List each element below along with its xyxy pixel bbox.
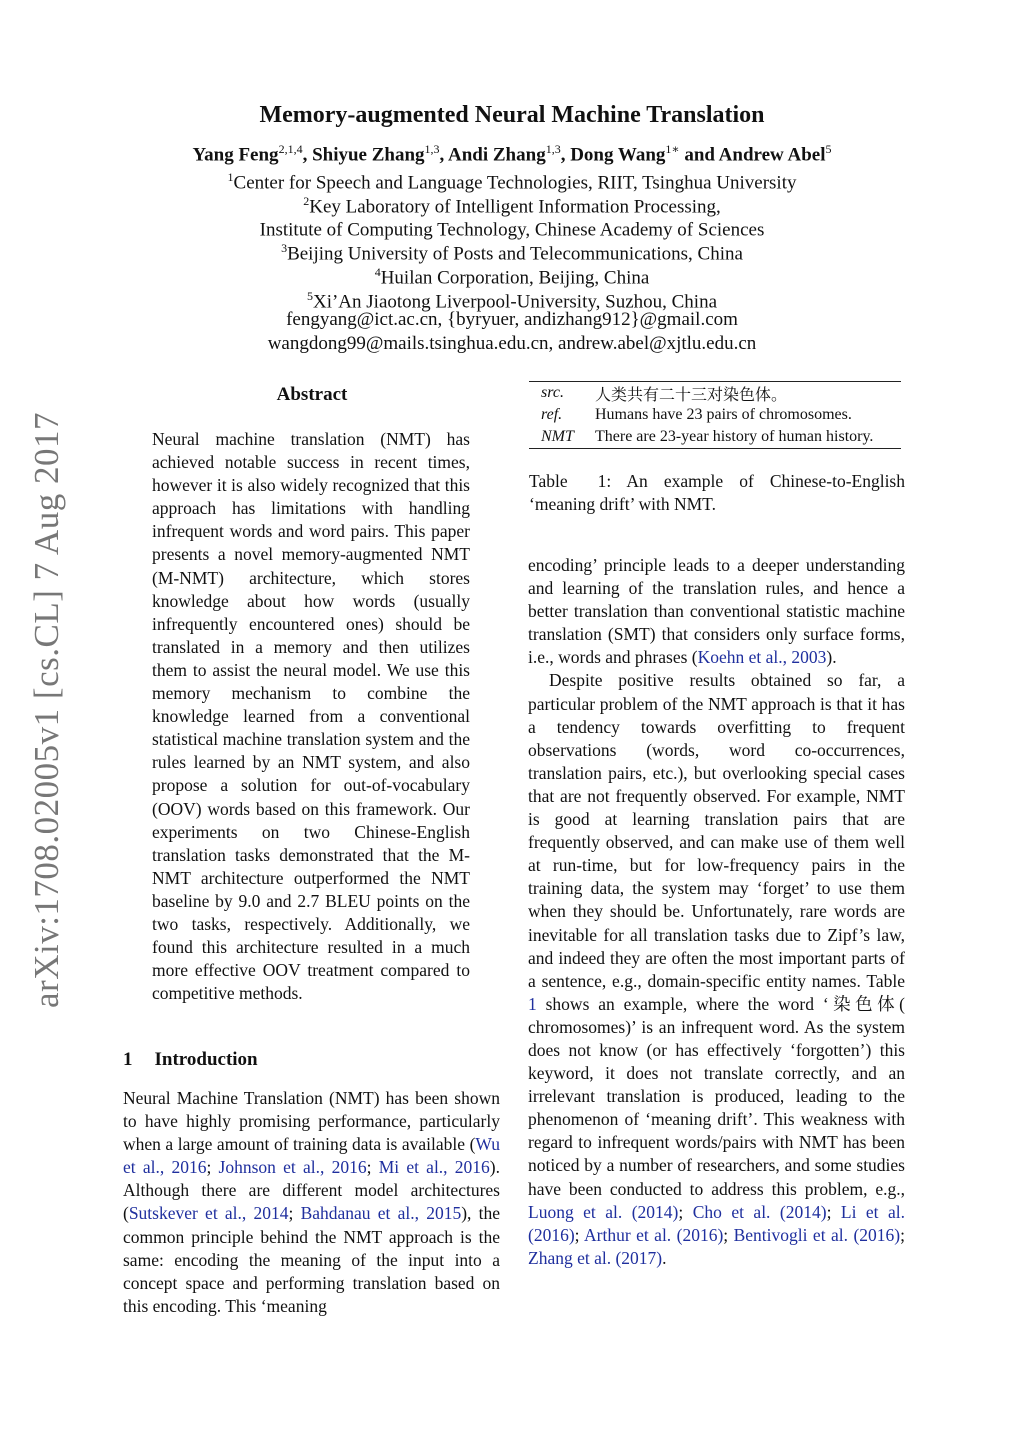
table-caption (529, 470, 905, 516)
citation-link[interactable]: Sutskever et al., 2014 (128, 1203, 289, 1224)
affiliation-sup: 2 (303, 193, 310, 208)
author-sep: , (439, 144, 448, 166)
author: Dong Wang (570, 144, 666, 166)
author: Yang Feng (192, 144, 279, 166)
affiliation-text: Key Laboratory of Intelligent Information Processing, (309, 196, 721, 218)
paragraph (528, 554, 905, 669)
affiliation-text: Beijing University of Posts and Telecommunications, China (287, 243, 743, 265)
table-row (529, 382, 901, 404)
affiliation-text: Huilan Corporation, Beijing, China (380, 267, 650, 289)
email-line: wangdong99@mails.tsinghua.edu.cn, andrew.abel@xjtlu.edu.cn (267, 332, 757, 354)
affiliation-text: Center for Speech and Language Technologies, RIIT, Tsinghua University (233, 172, 797, 194)
citation-link[interactable]: Koehn et al., 2003 (697, 647, 827, 668)
author-emails (0, 308, 1024, 332)
author: Shiyue Zhang (312, 144, 425, 166)
body-text: ). Although there are different model architectures ( (123, 1157, 500, 1224)
row-text: 人类共有二十三对染色体。 (595, 386, 788, 404)
body-text: encoding’ principle leads to a deeper understanding and learning of the translation rules, and hence a better translation than conventional statistic machine translation (SMT) that considers only surface forms, i.e., words and phrases ( (528, 555, 905, 668)
author: Andrew Abel (718, 144, 826, 166)
body-text: ; (723, 1224, 734, 1245)
body-text: ; (288, 1203, 301, 1224)
author: Andi Zhang (448, 144, 546, 166)
author-sup: 1,3 (545, 142, 561, 156)
body-text: shows an example, where the word ‘染色体( chromosomes)’ is an infrequent word. As the system does not know (or has effectively ‘forgotten’) this keyword, it does not translate correctly, and an irrelevant translation is produced, leading to the phenomenon of ‘meaning drift’. This weakness with regard to infrequent words/pairs with NMT has been noticed by a number of researchers, and some studies have been conducted to address this problem, e.g., (528, 993, 905, 1199)
row-label: NMT (541, 428, 574, 445)
caption-text: An example of Chinese-to-English ‘meaning drift’ with NMT. (529, 471, 905, 514)
section-number: 1 (123, 1049, 133, 1070)
body-text: ; (900, 1224, 905, 1245)
affiliation-sup: 3 (281, 241, 288, 256)
author-sep: and (679, 144, 719, 166)
row-text: There are 23-year history of human history. (595, 428, 874, 445)
citation-link[interactable]: Zhang et al. (2017) (528, 1247, 663, 1268)
paragraph (528, 669, 905, 1269)
author-sup: 5 (825, 142, 832, 156)
table-ref-link[interactable]: 1 (528, 993, 537, 1014)
row-text: Humans have 23 pairs of chromosomes. (595, 406, 852, 423)
body-text: Neural Machine Translation (NMT) has been shown to have highly promising performance, particularly when a large amount of training data is available ( (123, 1088, 500, 1155)
author-emails (0, 332, 1024, 356)
example-table (529, 381, 901, 449)
body-text: ; (206, 1157, 219, 1178)
author-sup: 2,1,4 (278, 142, 303, 156)
body-text: Despite positive results obtained so far, a particular problem of the NMT approach is that it has a tendency towards overfitting to frequent observations (words, word co-occurrences, translation pairs, etc.), but overlooking special cases that are not frequently observed. For example, NMT is good at learning translation pairs that are frequently observed, and can make use of them well at run-time, but for low-frequency pairs in the training data, the system may ‘forget’ to use them when they should be. Unfortunately, rare words are inevitable for all translation tasks due to Zipf’s law, and indeed they are often the most important parts of a sentence, e.g., domain-specific entity names. Table (528, 670, 905, 991)
citation-link[interactable]: Wu et al., 2016 (123, 1134, 500, 1178)
row-label: ref. (541, 406, 563, 423)
affiliation-text: Xi’An Jiaotong Liverpool-University, Suzhou, China (312, 290, 718, 312)
row-label: src. (541, 384, 564, 401)
table-row (529, 404, 901, 426)
table-row (529, 426, 901, 448)
body-text: ; (826, 1201, 841, 1222)
abstract-body (152, 428, 470, 1005)
affiliation-text: Institute of Computing Technology, Chinese Academy of Sciences (259, 219, 765, 241)
section-heading (123, 1049, 258, 1071)
body-text: ). (826, 647, 837, 668)
paper-title: Memory-augmented Neural Machine Translation (259, 102, 765, 128)
intro-paragraph-left (123, 1087, 500, 1318)
citation-link[interactable]: Luong et al. (2014) (528, 1201, 679, 1222)
author-list (0, 142, 1024, 166)
caption-label: Table 1: (529, 471, 612, 491)
citation-link[interactable]: Bentivogli et al. (2016) (733, 1224, 901, 1245)
body-text: ; (366, 1157, 379, 1178)
affiliation-sup: 5 (306, 288, 313, 303)
citation-link[interactable]: Li et al. (2016) (528, 1201, 905, 1245)
abstract-heading: Abstract (276, 384, 348, 405)
intro-right-column (528, 554, 905, 1270)
author-sup: 1,3 (424, 142, 440, 156)
author-sep: , (560, 144, 571, 166)
citation-link[interactable]: Mi et al., 2016 (378, 1157, 490, 1178)
email-line: fengyang@ict.ac.cn, {byryuer, andizhang912}@gmail.com (286, 309, 738, 331)
body-text: ; (574, 1224, 584, 1245)
affiliation-sup: 1 (227, 170, 234, 184)
body-text: . (662, 1247, 667, 1268)
body-text: ; (678, 1201, 693, 1222)
citation-link[interactable]: Arthur et al. (2016) (584, 1224, 724, 1245)
citation-link[interactable]: Bahdanau et al., 2015 (300, 1203, 462, 1224)
abstract-text: Neural machine translation (NMT) has achieved notable success in recent times, however it is also widely recognized that this approach has limitations with handling infrequent words and word pairs. This paper presents a novel memory-augmented NMT (M-NMT) architecture, which stores knowledge about how words (usually infrequently encountered ones) should be translated in a memory and then utilizes them to assist the neural model. We use this memory mechanism to combine the knowledge learned from a conventional statistical machine translation system and the rules learned by an NMT system, and also propose a solution for out-of-vocabulary (OOV) words based on this framework. Our experiments on two Chinese-English translation tasks demonstrated that the M-NMT architecture outperformed the NMT baseline by 9.0 and 2.7 BLEU points on the two tasks, respectively. Additionally, we found this architecture resulted in a much more effective OOV treatment compared to competitive methods. (152, 429, 470, 1004)
citation-link[interactable]: Cho et al. (2014) (692, 1201, 827, 1222)
affiliation-sup: 4 (374, 264, 381, 279)
arxiv-stamp: arXiv:1708.02005v1 [cs.CL] 7 Aug 2017 (27, 412, 66, 1008)
author-sep: , (302, 144, 313, 166)
section-title: Introduction (154, 1049, 258, 1070)
body-text: ), the common principle behind the NMT approach is the same: encoding the meaning of the input into a concept space and performing translation based on this encoding. This ‘meaning (123, 1203, 500, 1316)
citation-link[interactable]: Johnson et al., 2016 (218, 1157, 367, 1178)
author-sup: 1∗ (665, 142, 680, 156)
